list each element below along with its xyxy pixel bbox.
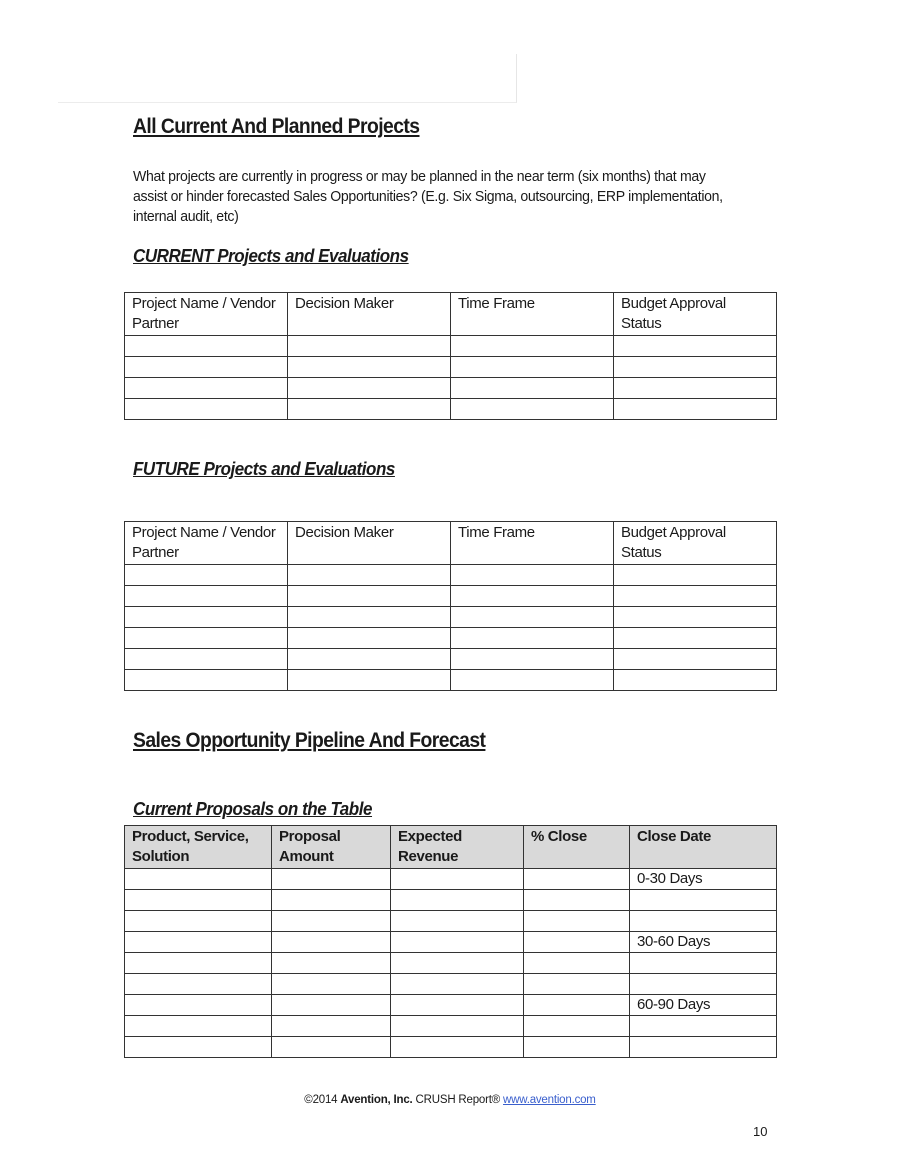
page-footer	[0, 1094, 900, 1106]
future-projects-table	[124, 521, 777, 691]
table-cell[interactable]	[125, 336, 288, 357]
table-cell[interactable]	[272, 911, 391, 932]
page-number: 10	[753, 1124, 768, 1139]
table-row	[125, 995, 777, 1016]
table-cell[interactable]	[524, 911, 630, 932]
table-cell[interactable]	[288, 649, 451, 670]
table-cell[interactable]	[614, 399, 777, 420]
table-cell[interactable]	[451, 399, 614, 420]
table-cell[interactable]	[272, 995, 391, 1016]
footer-website-link[interactable]: www.avention.com	[503, 1094, 596, 1106]
table-cell[interactable]	[125, 586, 288, 607]
table-cell[interactable]	[391, 995, 524, 1016]
table-cell[interactable]	[391, 932, 524, 953]
table-cell[interactable]	[614, 670, 777, 691]
table-cell[interactable]	[125, 1037, 272, 1058]
table-cell[interactable]	[614, 378, 777, 399]
table-cell[interactable]	[391, 953, 524, 974]
column-header: Expected Revenue	[391, 826, 524, 869]
table-header-row	[125, 293, 777, 336]
table-cell[interactable]	[272, 932, 391, 953]
column-header: Proposal Amount	[272, 826, 391, 869]
table-row	[125, 586, 777, 607]
column-header: Decision Maker	[288, 522, 451, 565]
current-projects-table	[124, 292, 777, 420]
table-cell[interactable]	[524, 1037, 630, 1058]
table-cell[interactable]	[125, 953, 272, 974]
table-row	[125, 890, 777, 911]
table-cell[interactable]	[614, 586, 777, 607]
table-row	[125, 628, 777, 649]
footer-report-name: CRUSH Report®	[415, 1094, 501, 1106]
table-row	[125, 1016, 777, 1037]
table-cell[interactable]	[524, 953, 630, 974]
table-row	[125, 869, 777, 890]
table-cell[interactable]	[451, 357, 614, 378]
column-header: Project Name / Vendor Partner	[125, 522, 288, 565]
table-cell[interactable]	[125, 607, 288, 628]
table-row	[125, 649, 777, 670]
table-cell[interactable]	[125, 911, 272, 932]
table-cell[interactable]	[391, 974, 524, 995]
table-cell[interactable]	[524, 1016, 630, 1037]
table-cell[interactable]	[288, 586, 451, 607]
table-cell[interactable]	[614, 628, 777, 649]
close-date-cell[interactable]: 60-90 Days	[630, 995, 777, 1016]
table-row	[125, 932, 777, 953]
table-cell[interactable]	[288, 399, 451, 420]
table-header-row	[125, 522, 777, 565]
table-cell[interactable]	[451, 607, 614, 628]
table-cell[interactable]	[451, 670, 614, 691]
table-cell[interactable]	[614, 357, 777, 378]
table-cell[interactable]	[451, 378, 614, 399]
table-header-row	[125, 826, 777, 869]
table-cell[interactable]	[524, 995, 630, 1016]
table-cell[interactable]	[391, 1037, 524, 1058]
table-cell[interactable]	[125, 869, 272, 890]
table-cell[interactable]	[125, 932, 272, 953]
table-cell[interactable]	[614, 649, 777, 670]
table-cell[interactable]	[451, 565, 614, 586]
table-cell[interactable]	[451, 586, 614, 607]
table-row	[125, 357, 777, 378]
table-cell[interactable]	[391, 911, 524, 932]
table-cell[interactable]	[125, 995, 272, 1016]
table-cell[interactable]	[391, 1016, 524, 1037]
table-cell[interactable]	[288, 670, 451, 691]
pipeline-title: Sales Opportunity Pipeline And Forecast	[133, 729, 486, 752]
table-row	[125, 953, 777, 974]
future-projects-heading: FUTURE Projects and Evaluations	[133, 458, 395, 479]
table-row	[125, 607, 777, 628]
page-title: All Current And Planned Projects	[133, 115, 420, 138]
column-header: Time Frame	[451, 293, 614, 336]
table-cell[interactable]	[125, 565, 288, 586]
table-row	[125, 974, 777, 995]
close-date-cell[interactable]	[630, 911, 777, 932]
table-cell[interactable]	[288, 565, 451, 586]
table-cell[interactable]	[288, 607, 451, 628]
table-cell[interactable]	[524, 974, 630, 995]
table-row	[125, 911, 777, 932]
table-cell[interactable]	[125, 378, 288, 399]
table-cell[interactable]	[288, 336, 451, 357]
table-row	[125, 336, 777, 357]
table-cell[interactable]	[125, 649, 288, 670]
table-cell[interactable]	[125, 357, 288, 378]
table-cell[interactable]	[451, 336, 614, 357]
table-cell[interactable]	[524, 869, 630, 890]
table-cell[interactable]	[614, 565, 777, 586]
proposals-table	[124, 825, 777, 1058]
table-cell[interactable]	[614, 336, 777, 357]
close-date-cell[interactable]	[630, 953, 777, 974]
table-cell[interactable]	[614, 607, 777, 628]
table-cell[interactable]	[272, 1016, 391, 1037]
table-cell[interactable]	[288, 628, 451, 649]
table-cell[interactable]	[272, 953, 391, 974]
close-date-cell[interactable]: 30-60 Days	[630, 932, 777, 953]
table-cell[interactable]	[451, 649, 614, 670]
column-header: Budget Approval Status	[614, 522, 777, 565]
table-row	[125, 670, 777, 691]
table-cell[interactable]	[125, 890, 272, 911]
intro-paragraph: What projects are currently in progress or may be planned in the near term (six months) that may assist or hinder forecasted Sales Opportunities? (E.g. Six Sigma, outsourcing, ERP implementation, internal audit, etc)	[133, 168, 723, 225]
table-cell[interactable]	[272, 974, 391, 995]
table-row	[125, 378, 777, 399]
column-header: Budget Approval Status	[614, 293, 777, 336]
table-cell[interactable]	[524, 890, 630, 911]
table-cell[interactable]	[272, 1037, 391, 1058]
table-row	[125, 399, 777, 420]
footer-company: Avention, Inc.	[340, 1094, 413, 1106]
page-header-area	[58, 54, 517, 103]
column-header: Close Date	[630, 826, 777, 869]
close-date-cell[interactable]	[630, 1037, 777, 1058]
table-cell[interactable]	[451, 628, 614, 649]
table-cell[interactable]	[125, 670, 288, 691]
column-header: Decision Maker	[288, 293, 451, 336]
current-projects-heading: CURRENT Projects and Evaluations	[133, 245, 409, 266]
table-row	[125, 565, 777, 586]
table-cell[interactable]	[125, 974, 272, 995]
footer-copyright: ©2014	[304, 1094, 338, 1106]
table-cell[interactable]	[125, 1016, 272, 1037]
table-cell[interactable]	[391, 869, 524, 890]
column-header: Time Frame	[451, 522, 614, 565]
column-header: Project Name / Vendor Partner	[125, 293, 288, 336]
close-date-cell[interactable]: 0-30 Days	[630, 869, 777, 890]
proposals-heading: Current Proposals on the Table	[133, 798, 373, 819]
table-cell[interactable]	[524, 932, 630, 953]
close-date-cell[interactable]	[630, 974, 777, 995]
table-cell[interactable]	[272, 890, 391, 911]
table-cell[interactable]	[125, 628, 288, 649]
close-date-cell[interactable]	[630, 890, 777, 911]
column-header: Product, Service, Solution	[125, 826, 272, 869]
table-row	[125, 1037, 777, 1058]
table-cell[interactable]	[272, 869, 391, 890]
column-header: % Close	[524, 826, 630, 869]
table-cell[interactable]	[391, 890, 524, 911]
table-cell[interactable]	[125, 399, 288, 420]
table-cell[interactable]	[288, 378, 451, 399]
table-cell[interactable]	[288, 357, 451, 378]
close-date-cell[interactable]	[630, 1016, 777, 1037]
